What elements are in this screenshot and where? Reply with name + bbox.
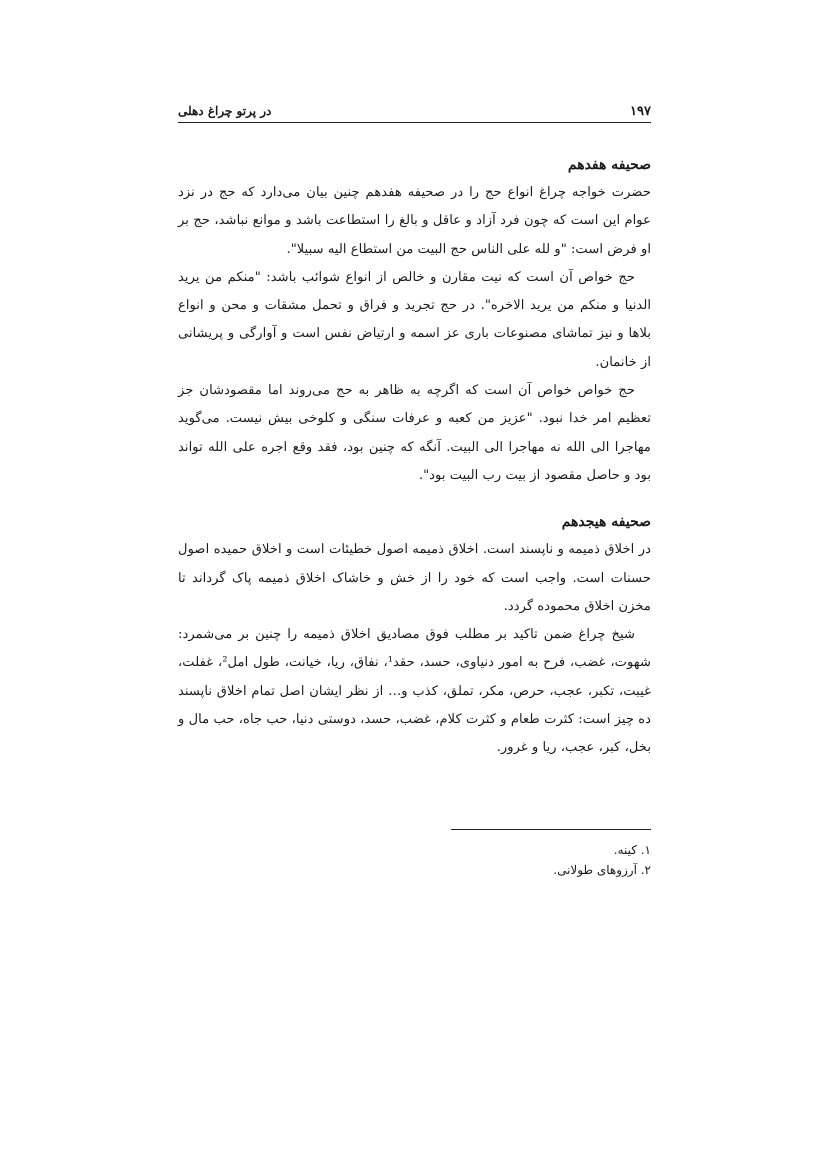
page-number: ۱۹۷ bbox=[630, 104, 651, 119]
book-title: در پرتو چراغ دهلی bbox=[178, 104, 272, 118]
paragraph: حج خواص آن است که نیت مقارن و خالص از انواع شوائب باشد: "منکم من یرید الدنیا و منکم من یرید الاخره". در حج تجرید و فراق و تحمل مشقات و محن و انواع بلاها و نیز تماشای مصنوعات باری عز اسمه و ارتیاض نفس است و آوارگی و پریشانی از خانمان. bbox=[178, 269, 651, 370]
section-seventeenth bbox=[178, 151, 651, 490]
running-head bbox=[178, 96, 651, 123]
footnote-divider bbox=[451, 829, 651, 830]
paragraph: حضرت خواجه چراغ انواع حج را در صحیفه هفدهم چنین بیان می‌دارد که حج در نزد عوام این است که چون فرد آزاد و عاقل و بالغ را استطاعت باشد و موانع نباشد، حج بر او فرض است: "و لله علی الناس حج البیت من استطاع الیه سبیلا". bbox=[178, 185, 651, 257]
section-heading: صحیفه هفدهم bbox=[567, 157, 651, 173]
paragraph: شیخ چراغ ضمن تاکید بر مطلب فوق مصادیق اخلاق ذمیمه را چنین بر می‌شمرد: شهوت، غضب، فرح به امور دنیاوی، حسد، حقد¹، نفاق، ریا، خیانت، طول امل²، غفلت، غیبت، تکبر، عجب، حرص، مکر، تملق، کذب و… از نظر ایشان اصل تمام اخلاق ناپسند ده چیز است: کثرت طعام و کثرت کلام، غضب، حسد، دوستی دنیا، حب جاه، حب مال و بخل، کبر، عجب، ریا و غرور. bbox=[178, 627, 651, 756]
footnote-2: ۲. آرزوهای طولانی. bbox=[553, 862, 651, 877]
section-heading: صحیفه هیجدهم bbox=[561, 514, 651, 531]
paragraph: در اخلاق ذمیمه و ناپسند است. اخلاق ذمیمه اصول خطیئات است و اخلاق حمیده اصول حسنات است. واجب است که خود را از خش و خاشاک اخلاق ذمیمه پاک گرداند تا مخزن اخلاق محموده گردد. bbox=[178, 542, 651, 614]
footnote-1: ۱. کینه. bbox=[613, 842, 651, 857]
section-eighteenth bbox=[178, 508, 651, 762]
paragraph: حج خواص خواص آن است که اگرچه به ظاهر به حج می‌روند اما مقصودشان جز تعظیم امر خدا نبود. "عزیز من کعبه و عرفات سنگی و کلوخی بیش نیست. می‌گوید مهاجرا الی الله نه مهاجرا الی البیت. آنگه که چنین بود، فقد وقع اجره علی الله تواند بود و حاصل مقصود از بیت رب البیت بود". bbox=[178, 383, 651, 483]
footnotes bbox=[178, 840, 651, 880]
book-page bbox=[178, 96, 651, 880]
